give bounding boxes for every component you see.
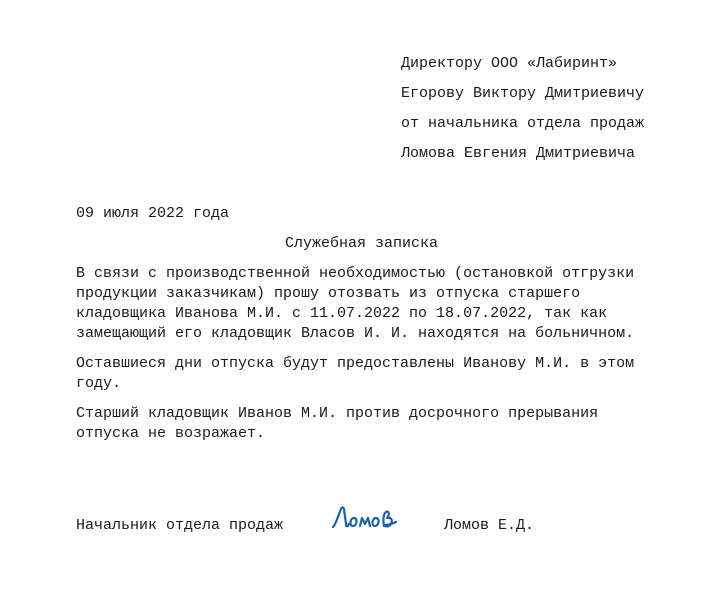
handwritten-signature — [330, 504, 400, 532]
addressee-line: Егорову Виктору Дмитриевичу — [401, 85, 645, 102]
memo-paragraph: Старший кладовщик Иванов М.И. против досрочного прерывания отпуска не возражает. — [76, 405, 599, 442]
memo-paragraph: Оставшиеся дни отпуска будут предоставлены Иванову М.И. в этом году. — [76, 355, 635, 392]
signer-name: Ломов Е.Д. — [444, 517, 535, 534]
memo-paragraph: В связи с производственной необходимостью (остановкой отгрузки продукции заказчикам) прошу отозвать из отпуска старшего кладовщика Иванова М.И. с 11.07.2022 по 18.07.2022, так как замещающий его кладовщик Власов И. И. находятся на больничном. — [76, 265, 635, 342]
memo-body — [76, 264, 656, 454]
addressee-line: Директору ООО «Лабиринт» — [401, 55, 618, 72]
addressee-line: Ломова Евгения Дмитриевича — [401, 145, 636, 162]
signer-position: Начальник отдела продаж — [76, 517, 284, 534]
addressee-block — [401, 54, 701, 174]
document-title: Служебная записка — [284, 235, 439, 252]
document-date: 09 июля 2022 года — [76, 205, 230, 222]
signature-row — [76, 516, 676, 540]
addressee-line: от начальника отдела продаж — [401, 115, 645, 132]
